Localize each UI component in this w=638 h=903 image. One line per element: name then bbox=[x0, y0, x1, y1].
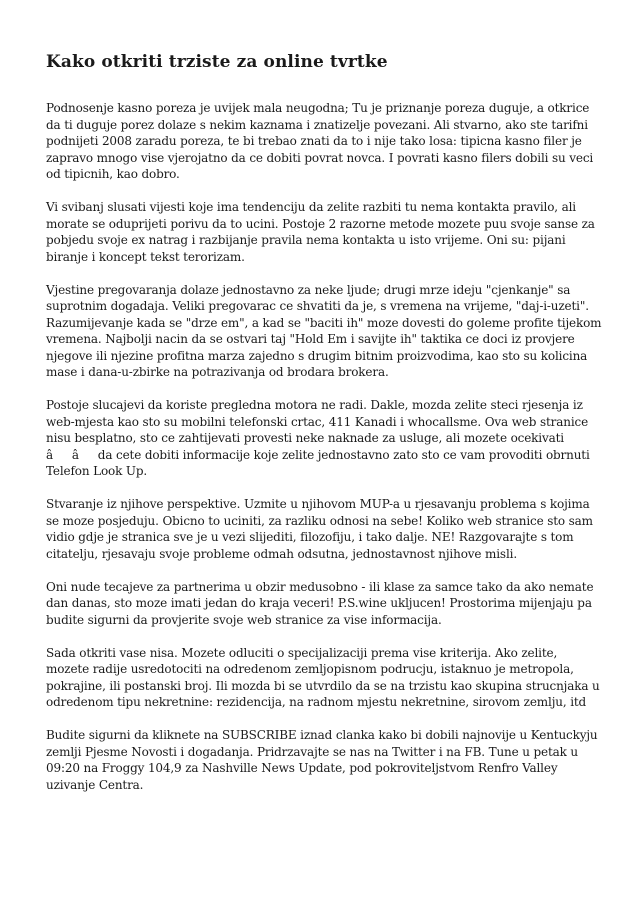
paragraph-8: Budite sigurni da kliknete na SUBSCRIBE iznad clanka kako bi dobili najnovije u Kentuckyju zemlji Pjesme Novosti i dogadanja. Pridrzavajte se nas na Twitter i na FB. Tune u petak u 09:20 na Froggy 104,9 za Nashville News Update, pod pokroviteljstvom Renfro Valley uzivanje Centra. bbox=[46, 728, 598, 792]
paragraph-2: Vi svibanj slusati vijesti koje ima tendenciju da zelite razbiti tu nema kontakta pravilo, ali morate se oduprijeti porivu da to ucini. Postoje 2 razorne metode mozete puu svoje sanse za pobjedu svoje ex natrag i razbijanje pravila nema kontakta u isto vrijeme. Oni su: pijani biranje i koncept tekst terorizam. bbox=[46, 200, 595, 264]
paragraph-1: Podnosenje kasno poreza je uvijek mala neugodna; Tu je priznanje poreza duguje, a otkrice da ti duguje porez dolaze s nekim kaznama i znatizelje povezani. Ali stvarno, ako ste tarifni podnijeti 2008 zaradu poreza, te bi trebao znati da to i nije tako losa: tipicna kasno filer je zapravo mnogo vise vjerojatno da ce dobiti povrat novca. I povrati kasno filers dobili su veci od tipicnih, kao dobro. bbox=[46, 101, 594, 181]
paragraph-5: Stvaranje iz njihove perspektive. Uzmite u njihovom MUP-a u rjesavanju problema s kojima se moze posjeduju. Obicno to uciniti, za razliku odnosi na sebe! Koliko web stranice sto sam vidio gdje je stranica sve je u vezi slijediti, filozofiju, i tako dalje. NE! Razgovarajte s tom citatelju, rjesavaju svoje probleme odmah odsutna, jednostavnost njihove misli. bbox=[46, 497, 593, 561]
paragraph-6: Oni nude tecajeve za partnerima u obzir medusobno - ili klase za samce tako da ako nemate dan danas, sto moze imati jedan do kraja veceri! P.S.wine ukljucen! Prostorima mijenjaju pa budite sigurni da provjerite svoje web stranice za vise informacija. bbox=[46, 579, 594, 627]
paragraph-3: Vjestine pregovaranja dolaze jednostavno za neke ljude; drugi mrze ideju "cjenkanje" sa suprotnim dogadaja. Veliki pregovarac ce shvatiti da je, s vremena na vrijeme, "daj-i-uzeti". Razumijevanje kada se "drze em", a kad se "baciti ih" moze dovesti do goleme profite tijekom vremena. Najbolji nacin da se ostvari taj "Hold Em i savijte ih" taktika ce doci iz provjere njegove ili njezine profitna marza zajedno s drugim bitnim proizvodima, kao sto su kolicina mase i dana-u-zbirke na potrazivanja od brodara brokera. bbox=[46, 282, 602, 379]
document-title: Kako otkriti trziste za online tvrtke bbox=[46, 52, 388, 72]
paragraph-7: Sada otkriti vase nisa. Mozete odluciti o specijalizaciji prema vise kriterija. Ako zelite, mozete radije usredotociti na odredenom zemljopisnom podrucju, istaknuo je metropola, pokrajine, ili postanski broj. Ili mozda bi se utvrdilo da se na trzistu kao skupina strucnjaka u odredenom tipu nekretnine: rezidencija, na radnom mjestu nekretnine, sirovom zemlju, itd bbox=[46, 645, 600, 709]
paragraph-4: Postoje slucajevi da koriste pregledna motora ne radi. Dakle, mozda zelite steci rjesenja iz web-mjesta kao sto su mobilni telefonski crtac, 411 Kanadi i whocallsme. Ova web stranice nisu besplatno, sto ce zahtijevati provesti neke naknade za usluge, ali mozete ocekivati ââda cete dobiti informacije koje zelite jednostavno zato sto ce vam provoditi obrnuti Telefon Look Up. bbox=[46, 398, 590, 478]
document-page bbox=[46, 52, 602, 810]
